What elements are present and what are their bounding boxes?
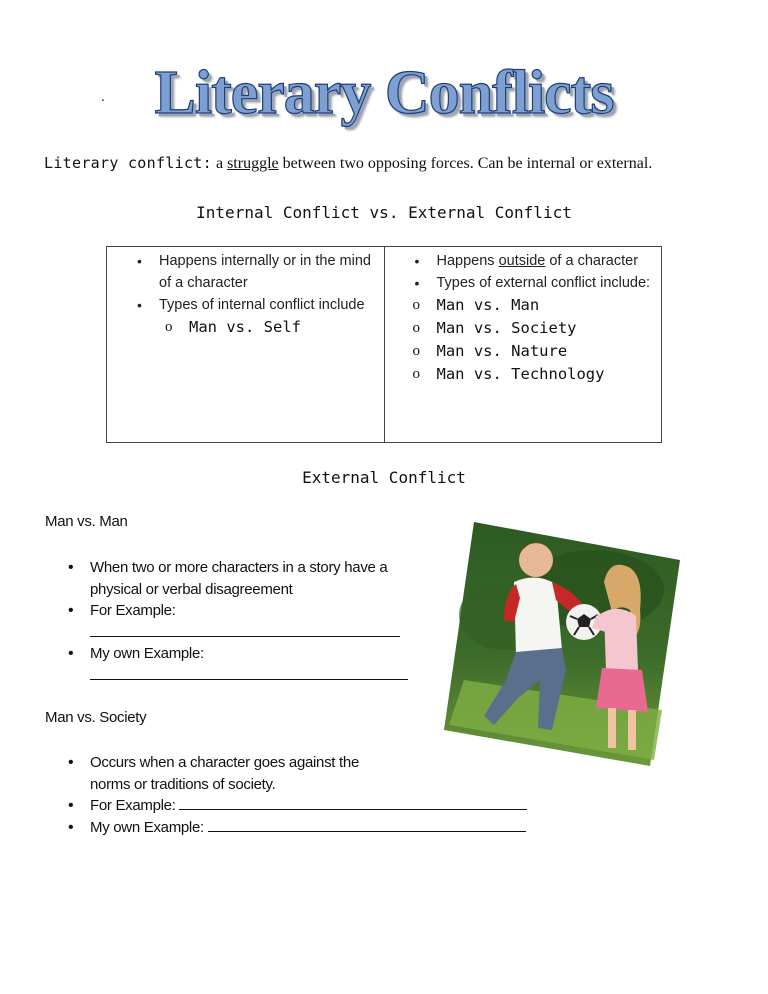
definition-underlined-word: struggle — [227, 155, 279, 172]
definition-line — [44, 154, 652, 173]
external-type-item: o Man vs. Man — [437, 294, 662, 317]
page-title: Literary Conflicts — [154, 59, 614, 127]
example-label: For Example: — [90, 797, 180, 814]
own-example-answer-line[interactable] — [90, 665, 408, 680]
external-bullet-underlined: outside — [498, 253, 546, 269]
internal-cell — [107, 247, 385, 443]
example-answer-line[interactable] — [90, 622, 400, 637]
external-cell — [384, 247, 662, 443]
definition-pre: a — [211, 155, 228, 172]
external-conflict-heading: External Conflict — [302, 468, 466, 487]
man-vs-man-title: Man vs. Man — [45, 513, 128, 530]
man-vs-man-list — [90, 557, 430, 686]
comparison-heading: Internal Conflict vs. External Conflict — [196, 203, 572, 222]
definition-term: Literary conflict: — [44, 154, 212, 172]
internal-bullet: • Happens internally or in the mind of a character — [159, 250, 384, 294]
external-bullet-post: of a character — [545, 253, 639, 269]
man-vs-society-description: • Occurs when a character goes against the norms or traditions of society. — [90, 752, 390, 795]
man-vs-society-title: Man vs. Society — [45, 709, 147, 726]
girl-skirt — [596, 668, 648, 712]
comparison-table — [106, 246, 662, 443]
definition-rest: between two opposing forces. Can be internal or external. — [278, 155, 653, 172]
example-answer-line[interactable] — [179, 795, 527, 810]
children-conflict-photo — [444, 520, 680, 766]
external-type-item: o Man vs. Nature — [437, 340, 662, 363]
man-vs-society-own-example — [90, 817, 550, 839]
stray-mark: . — [101, 88, 105, 104]
external-type-item: o Man vs. Society — [437, 317, 662, 340]
external-bullet-pre: Happens — [436, 253, 499, 269]
man-vs-man-description: • When two or more characters in a story have a physical or verbal disagreement — [90, 557, 430, 600]
girl-top — [604, 609, 638, 670]
own-example-label: My own Example: — [90, 645, 204, 662]
external-bullet: • Types of external conflict include: — [437, 272, 662, 294]
example-label: For Example: — [90, 602, 176, 619]
internal-bullet: • Types of internal conflict include — [159, 294, 384, 316]
own-example-answer-line[interactable] — [208, 817, 526, 832]
external-type-item: o Man vs. Technology — [437, 363, 662, 386]
own-example-label: My own Example: — [90, 818, 208, 836]
man-vs-man-own-example — [90, 643, 430, 686]
external-bullet — [437, 250, 662, 272]
man-vs-man-example — [90, 600, 430, 643]
internal-type-item: o Man vs. Self — [189, 316, 384, 339]
man-vs-society-example — [90, 795, 550, 817]
